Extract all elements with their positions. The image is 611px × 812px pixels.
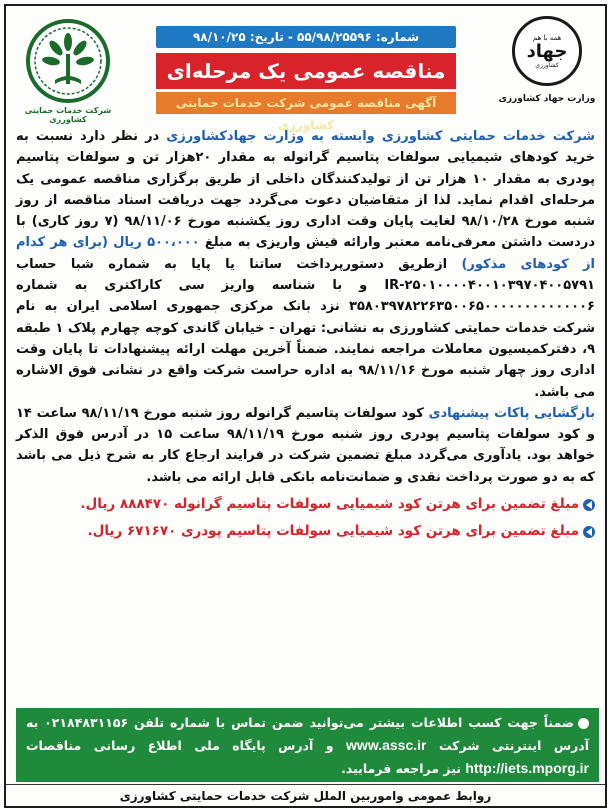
wheat-emblem-icon	[25, 18, 111, 104]
company-logo	[12, 18, 124, 122]
ministry-name: وزارت جهاد کشاورزی	[498, 94, 596, 104]
company-highlight: شرکت خدمات حمایتی کشاورزی وابسته به وزارت جهادکشاورزی	[166, 129, 595, 144]
opening-heading: بازگشایی پاکات پیشنهادی	[428, 405, 596, 421]
list-item: مبلغ تضمین برای هرتن کود شیمیایی سولفات پتاسیم پودری ۶۷۱۶۷۰ ریال.	[16, 521, 595, 542]
announcement-body	[16, 126, 595, 543]
tender-portal-link[interactable]: http://iets.mporg.ir	[465, 760, 589, 776]
tender-advertisement	[4, 4, 607, 808]
jihad-emblem-icon: همه با هم جهاد کشاورزی	[512, 16, 582, 86]
paragraph-opening: بازگشایی پاکات پیشنهادی کود سولفات پتاسیم گرانوله روز شنبه مورخ ۹۸/۱۱/۱۹ ساعت ۱۴ و کود سولفات پتاسیم پودری روز شنبه مورخ ۹۸/۱۱/۱۹ ساعت ۱۵ در آدرس فوق الذکر خواهد بود. یادآوری می‌گردد مبلغ تضمین شرکت در فرایند ارجاع کار به شرح ذیل می باشد که به دو صورت پرداخت نقدی و ضمانت‌نامه بانکی قابل ارائه می باشد.	[16, 405, 596, 485]
page-title: مناقصه عمومی یک مرحله‌ای	[156, 53, 456, 89]
list-item: مبلغ تضمین برای هرتن کود شیمیایی سولفات پتاسیم گرانوله ۸۸۸۴۷۰ ریال.	[16, 494, 595, 515]
arrow-bullet-icon	[583, 526, 595, 538]
page-subtitle: آگهی مناقصه عمومی شرکت خدمات حمایتی کشاورزی	[156, 92, 456, 114]
paragraph-main: شرکت خدمات حمایتی کشاورزی وابسته به وزارت جهادکشاورزی در نظر دارد نسبت به خرید کودهای شیمیایی سولفات پتاسیم گرانوله به مقدار ۲۰هزار تن و سولفات پتاسیم پودری به مقدار ۱۰ هزار تن از تولیدکنندگان داخلی از طریق برگزاری مناقصه عمومی یک مرحله‌ای اقدام نماید. لذا از متقاضیان دعوت می‌گردد جهت دریافت اسناد مناقصه از روز شنبه مورخ ۹۸/۱۰/۲۸ لغایت پایان وقت اداری روز یکشنبه مورخ ۹۸/۱۱/۰۶ (۷ روز کاری) با دردست داشتن معرفی‌نامه معتبر وارائه فیش واریزی به مبلغ ۵۰۰،۰۰۰ ریال (برای هر کدام از کودهای مذکور) ازطریق دستورپرداخت ساتنا یا پایا به شماره شبا حساب IR-۲۵۰۱۰۰۰۰۴۰۰۱۰۳۹۷۰۴۰۰۵۷۹۱ و با شناسه واریز سی کاراکتری به شماره ۳۵۸۰۳۹۷۸۲۲۶۳۵۰۰۶۵۰۰۰۰۰۰۰۰۰۰۰۰۰۶ نزد بانک مرکزی جمهوری اسلامی ایران به نام شرکت خدمات حمایتی کشاورزی به نشانی: تهران - خیابان گاندی کوچه چهارم پلاک ۱ طبقه ۹، دفترکمیسیون معاملات مراجعه نمایند. ضمناً آخرین مهلت ارائه پیشنهادات تا پایان وقت اداری روز چهار شنبه مورخ ۹۸/۱۱/۱۶ به اداره حراست شرکت واقع در نشانی فوق الاشاره می باشد.	[16, 129, 596, 400]
company-website-link[interactable]: www.assc.ir	[346, 737, 427, 753]
ministry-logo	[497, 16, 597, 120]
company-name: شرکت خدمات حمایتی کشاورزی	[24, 106, 112, 124]
reference-number: شماره: ۵۵/۹۸/۲۵۵۹۶ - تاریخ: ۹۸/۱۰/۲۵	[156, 26, 456, 48]
arrow-bullet-icon	[583, 499, 595, 511]
contact-box: ضمناً جهت کسب اطلاعات بیشتر می‌توانید ضمن تماس با شماره تلفن ۰۲۱۸۴۸۳۱۱۵۶ به آدرس اینترنتی شرکت www.assc.ir و آدرس پایگاه ملی اطلاع رسانی مناقصات http://iets.mporg.ir نیز مراجعه فرمایید.	[16, 708, 599, 782]
footer-signature: روابط عمومی واموربین الملل شرکت خدمات حمایتی کشاورزی	[6, 784, 605, 806]
header	[6, 6, 605, 132]
fee-amount: ۵۰۰،۰۰۰ ریال (برای هر کدام از کودهای مذکور)	[16, 235, 595, 272]
circle-bullet-icon	[578, 718, 589, 729]
